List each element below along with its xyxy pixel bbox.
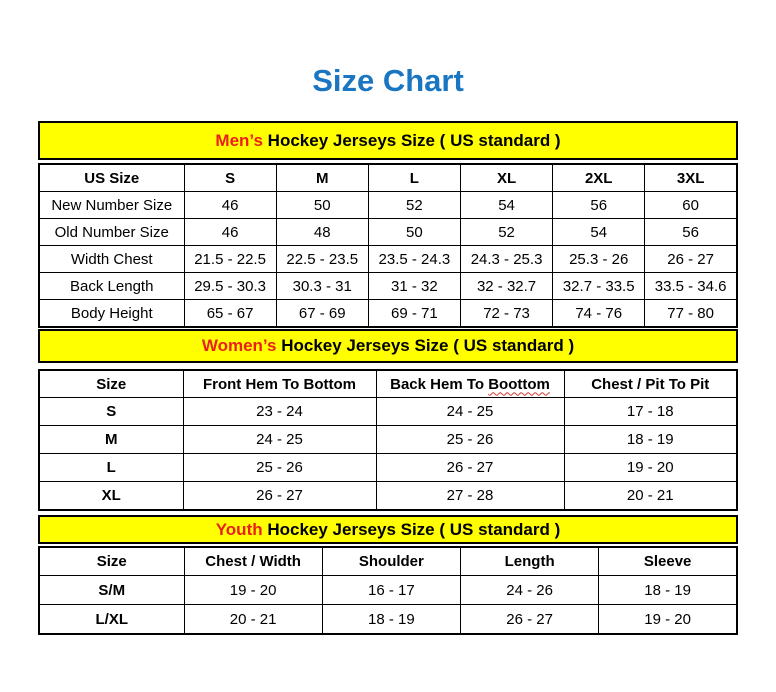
size-value-cell: 46 bbox=[184, 192, 276, 219]
row-label: S bbox=[39, 398, 183, 426]
table-row bbox=[39, 246, 737, 273]
size-value-cell: 26 - 27 bbox=[376, 454, 564, 482]
table-row bbox=[39, 426, 737, 454]
table-row bbox=[39, 273, 737, 300]
size-value-cell: 27 - 28 bbox=[376, 482, 564, 511]
row-label: Width Chest bbox=[39, 246, 184, 273]
size-value-cell: 24 - 25 bbox=[183, 426, 376, 454]
size-value-cell: 21.5 - 22.5 bbox=[184, 246, 276, 273]
size-value-cell: 54 bbox=[553, 219, 645, 246]
size-value-cell: 32 - 32.7 bbox=[460, 273, 552, 300]
mens-highlight-label: Men’s bbox=[215, 131, 263, 150]
row-label: S/M bbox=[39, 576, 184, 605]
size-value-cell: 50 bbox=[276, 192, 368, 219]
column-header: S bbox=[184, 164, 276, 192]
womens-section-header bbox=[38, 329, 738, 363]
size-value-cell: 22.5 - 23.5 bbox=[276, 246, 368, 273]
table-row bbox=[39, 576, 737, 605]
size-value-cell: 20 - 21 bbox=[184, 605, 322, 635]
size-value-cell: 32.7 - 33.5 bbox=[553, 273, 645, 300]
column-header: Chest / Width bbox=[184, 547, 322, 576]
size-value-cell: 23.5 - 24.3 bbox=[368, 246, 460, 273]
size-value-cell: 29.5 - 30.3 bbox=[184, 273, 276, 300]
table-row bbox=[39, 482, 737, 511]
row-label: Old Number Size bbox=[39, 219, 184, 246]
size-value-cell: 72 - 73 bbox=[460, 300, 552, 328]
row-label: L bbox=[39, 454, 183, 482]
mens-section-header bbox=[38, 121, 738, 160]
table-row bbox=[39, 454, 737, 482]
size-value-cell: 33.5 - 34.6 bbox=[645, 273, 737, 300]
size-value-cell: 74 - 76 bbox=[553, 300, 645, 328]
row-label: XL bbox=[39, 482, 183, 511]
size-value-cell: 25.3 - 26 bbox=[553, 246, 645, 273]
column-header bbox=[376, 370, 564, 398]
column-header: Front Hem To Bottom bbox=[183, 370, 376, 398]
column-header: US Size bbox=[39, 164, 184, 192]
size-value-cell: 20 - 21 bbox=[564, 482, 737, 511]
column-header: L bbox=[368, 164, 460, 192]
size-value-cell: 26 - 27 bbox=[461, 605, 599, 635]
chart-content bbox=[38, 121, 738, 635]
mens-header-text: Hockey Jerseys Size ( US standard ) bbox=[262, 131, 561, 150]
column-header: 2XL bbox=[553, 164, 645, 192]
column-header: M bbox=[276, 164, 368, 192]
row-label: Body Height bbox=[39, 300, 184, 328]
table-row bbox=[39, 605, 737, 635]
size-value-cell: 67 - 69 bbox=[276, 300, 368, 328]
column-header: Size bbox=[39, 547, 184, 576]
column-header: Sleeve bbox=[599, 547, 737, 576]
table-row bbox=[39, 219, 737, 246]
size-value-cell: 18 - 19 bbox=[322, 605, 460, 635]
mens-size-table bbox=[38, 163, 738, 328]
size-value-cell: 16 - 17 bbox=[322, 576, 460, 605]
size-value-cell: 30.3 - 31 bbox=[276, 273, 368, 300]
youth-size-table bbox=[38, 546, 738, 635]
size-value-cell: 56 bbox=[645, 219, 737, 246]
size-value-cell: 52 bbox=[460, 219, 552, 246]
size-value-cell: 19 - 20 bbox=[184, 576, 322, 605]
page-title: Size Chart bbox=[312, 63, 464, 98]
size-value-cell: 56 bbox=[553, 192, 645, 219]
size-value-cell: 26 - 27 bbox=[645, 246, 737, 273]
size-value-cell: 19 - 20 bbox=[564, 454, 737, 482]
size-value-cell: 52 bbox=[368, 192, 460, 219]
size-value-cell: 24 - 25 bbox=[376, 398, 564, 426]
column-header: XL bbox=[460, 164, 552, 192]
size-value-cell: 77 - 80 bbox=[645, 300, 737, 328]
womens-header-text: Hockey Jerseys Size ( US standard ) bbox=[276, 336, 575, 355]
size-value-cell: 18 - 19 bbox=[564, 426, 737, 454]
row-label: New Number Size bbox=[39, 192, 184, 219]
column-header: Length bbox=[461, 547, 599, 576]
table-row bbox=[39, 192, 737, 219]
size-value-cell: 46 bbox=[184, 219, 276, 246]
size-value-cell: 69 - 71 bbox=[368, 300, 460, 328]
table-row bbox=[39, 300, 737, 328]
size-value-cell: 19 - 20 bbox=[599, 605, 737, 635]
size-value-cell: 17 - 18 bbox=[564, 398, 737, 426]
size-value-cell: 54 bbox=[460, 192, 552, 219]
size-value-cell: 24.3 - 25.3 bbox=[460, 246, 552, 273]
size-value-cell: 31 - 32 bbox=[368, 273, 460, 300]
size-value-cell: 60 bbox=[645, 192, 737, 219]
column-header: Size bbox=[39, 370, 183, 398]
row-label: Back Length bbox=[39, 273, 184, 300]
column-header: Chest / Pit To Pit bbox=[564, 370, 737, 398]
size-value-cell: 23 - 24 bbox=[183, 398, 376, 426]
row-label: L/XL bbox=[39, 605, 184, 635]
youth-header-row bbox=[39, 547, 737, 576]
table-row bbox=[39, 398, 737, 426]
size-value-cell: 24 - 26 bbox=[461, 576, 599, 605]
womens-header-row bbox=[39, 370, 737, 398]
size-value-cell: 48 bbox=[276, 219, 368, 246]
youth-section-header bbox=[38, 515, 738, 544]
size-value-cell: 18 - 19 bbox=[599, 576, 737, 605]
misspelled-word: Boottom bbox=[488, 375, 550, 393]
size-value-cell: 25 - 26 bbox=[183, 454, 376, 482]
size-value-cell: 25 - 26 bbox=[376, 426, 564, 454]
youth-highlight-label: Youth bbox=[215, 520, 263, 539]
row-label: M bbox=[39, 426, 183, 454]
size-value-cell: 26 - 27 bbox=[183, 482, 376, 511]
mens-header-row bbox=[39, 164, 737, 192]
size-value-cell: 65 - 67 bbox=[184, 300, 276, 328]
column-header: 3XL bbox=[645, 164, 737, 192]
column-header-text: Back Hem To bbox=[390, 375, 489, 393]
column-header: Shoulder bbox=[322, 547, 460, 576]
size-value-cell: 50 bbox=[368, 219, 460, 246]
youth-header-text: Hockey Jerseys Size ( US standard ) bbox=[262, 520, 561, 539]
womens-size-table bbox=[38, 369, 738, 511]
womens-highlight-label: Women’s bbox=[201, 336, 277, 355]
